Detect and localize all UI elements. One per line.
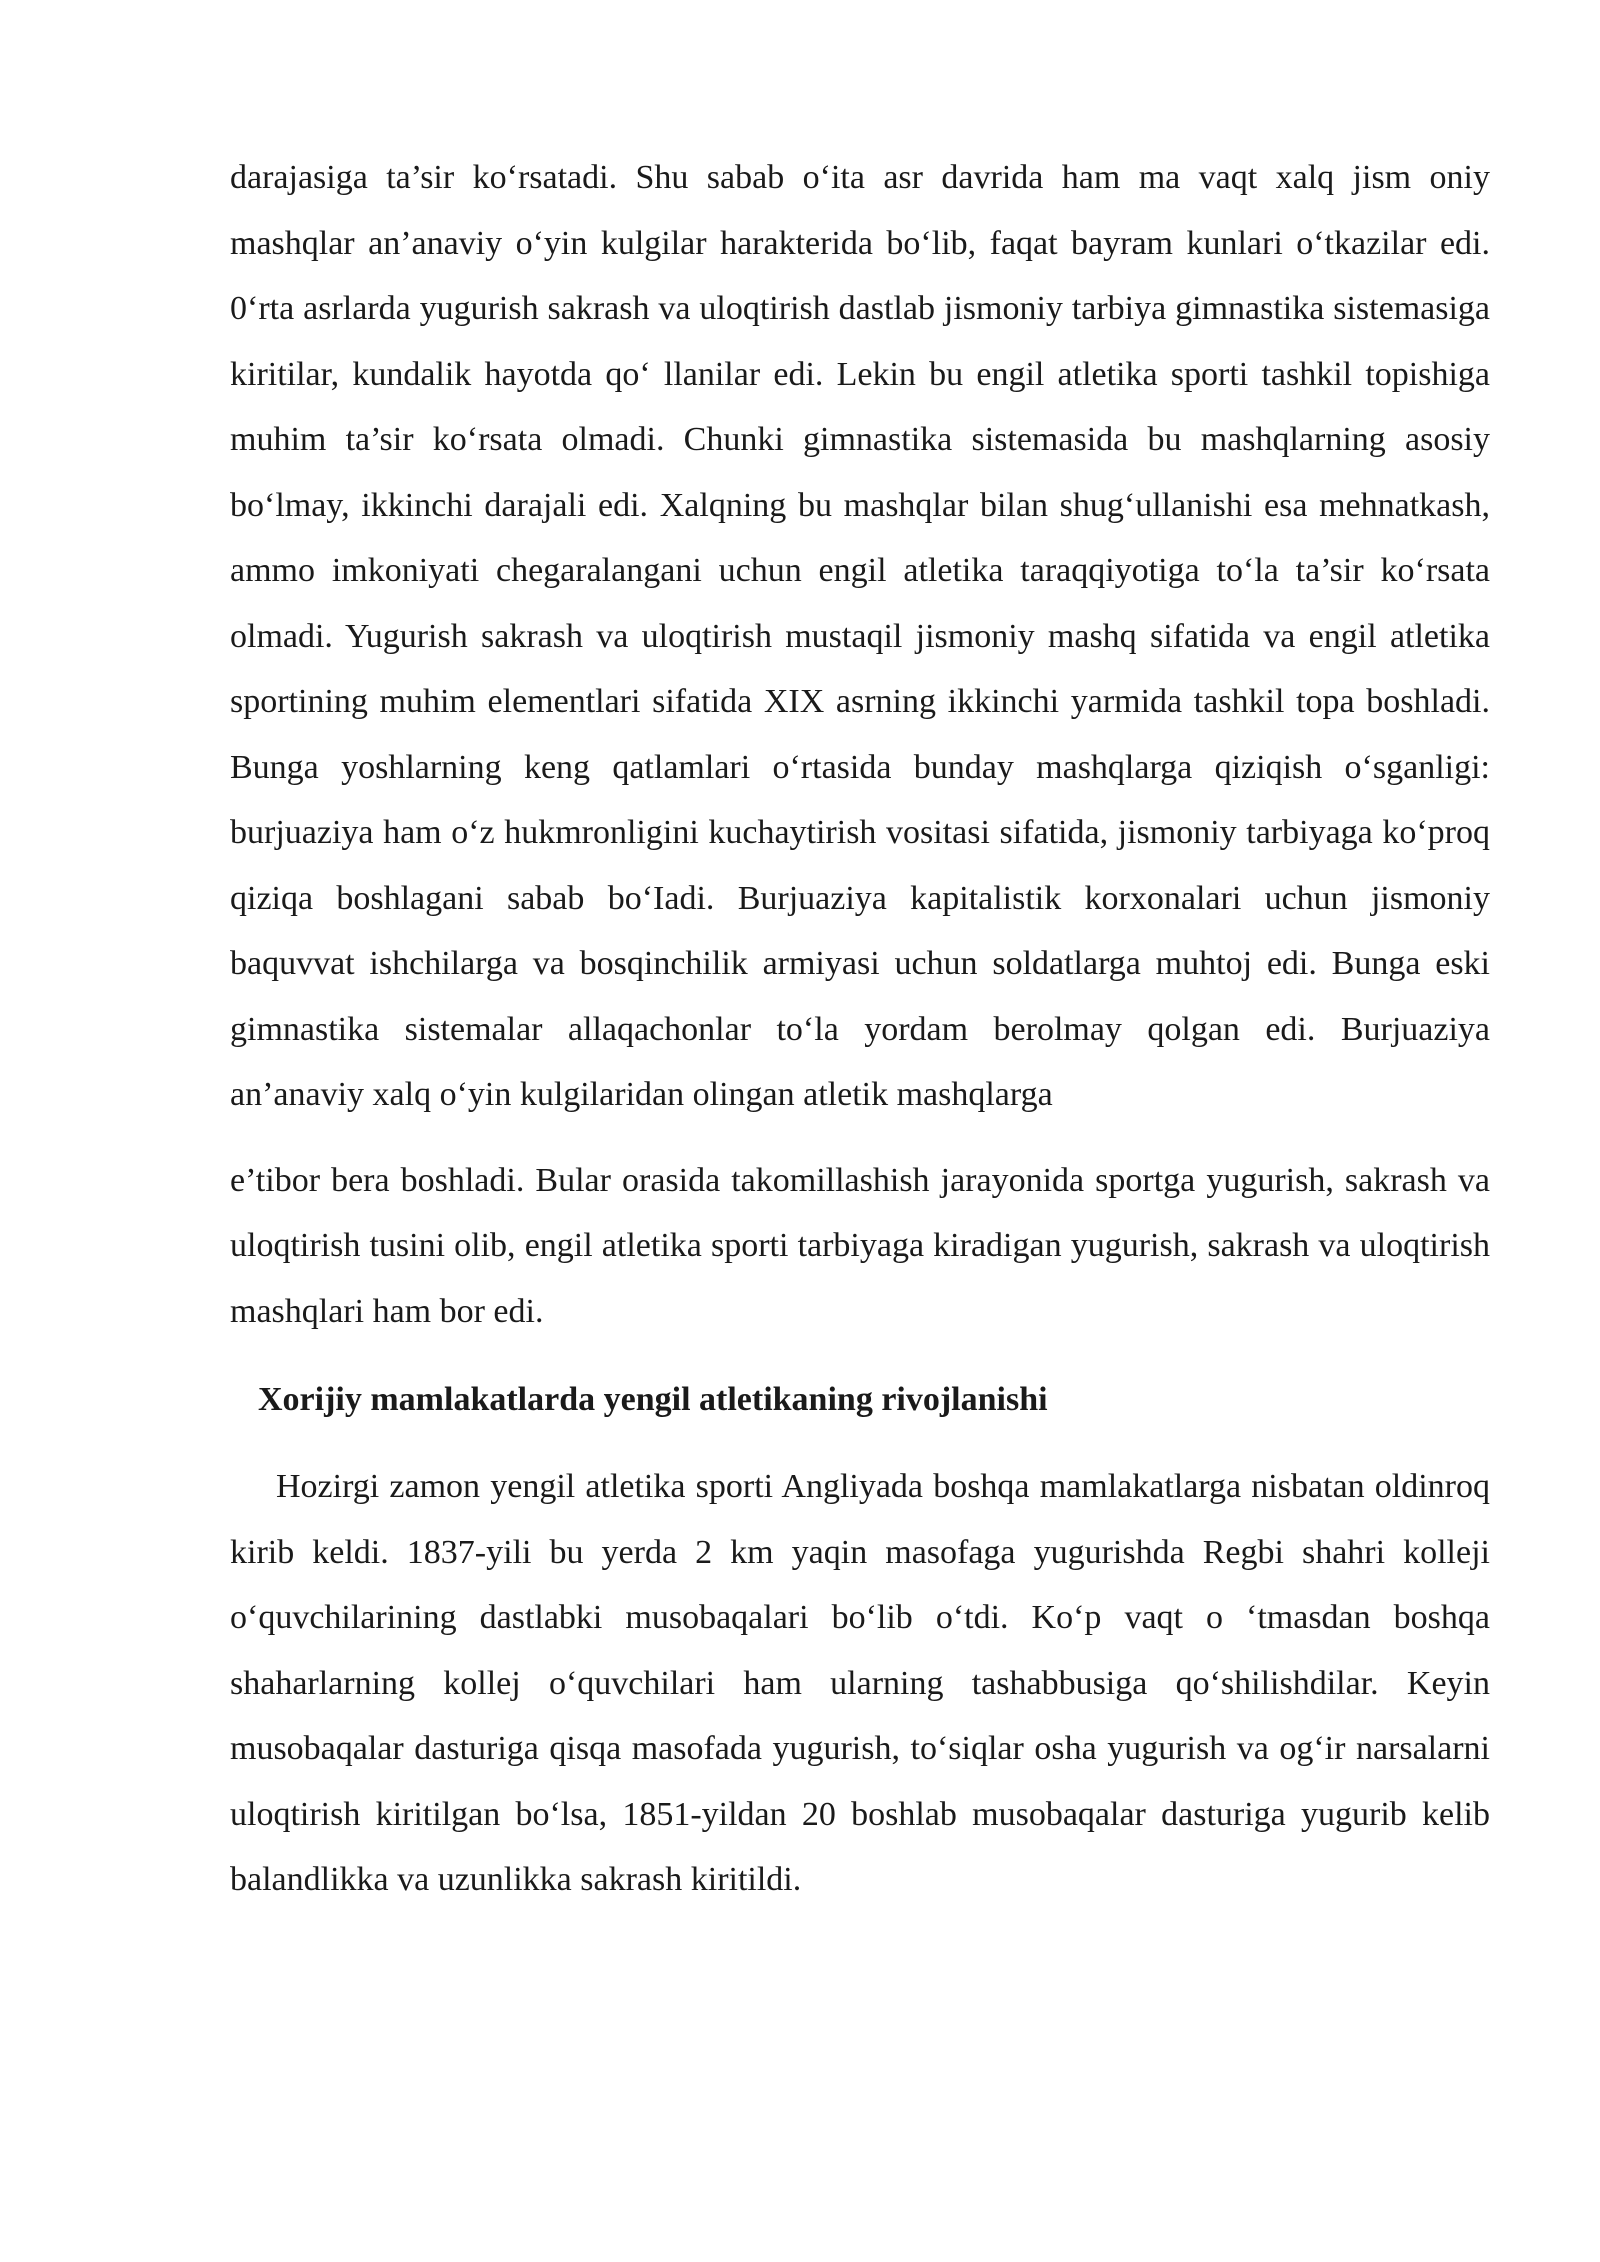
document-body [230, 145, 1490, 1913]
paragraph-attention-to-athletics: e’tibor bera boshladi. Bular orasida takomillashish jarayonida sportga yugurish, sakrash va uloqtirish tusini olib, engil atletika sporti tarbiyaga kiradigan yugurish, sakrash va uloqtirish mashqlari ham bor edi. [230, 1161, 1490, 1330]
section-heading: Xorijiy mamlakatlarda yengil atletikaning rivojlanishi [258, 1381, 1048, 1418]
paragraph-england-origins: Hozirgi zamon yengil atletika sporti Angliyada boshqa mamlakatlarga nisbatan oldinroq kirib keldi. 1837-yili bu yerda 2 km yaqin masofaga yugurishda Regbi shahri kolleji o‘quvchilarining dastlabki musobaqalari bo‘lib o‘tdi. Ko‘p vaqt o ‘tmasdan boshqa shaharlarning kollej o‘quvchilari ham ularning tashabbusiga qo‘shilishdilar. Keyin musobaqalar dasturiga qisqa masofada yugurish, to‘siqlar osha yugurish va og‘ir narsalarni uloqtirish kiritilgan bo‘lsa, 1851-yildan 20 boshlab musobaqalar dasturiga yugurib kelib balandlikka va uzunlikka sakrash kiritildi. [230, 1468, 1490, 1898]
paragraph-history-continued: darajasiga ta’sir ko‘rsatadi. Shu sabab o‘ita asr davrida ham ma vaqt xalq jism oniy mashqlar an’anaviy o‘yin kulgilar harakterida bo‘lib, faqat bayram kunlari o‘tkazilar edi. 0‘rta asrlarda yugurish sakrash va uloqtirish dastlab jismoniy tarbiya gimnastika sistemasiga kiritilar, kundalik hayotda qo‘ llanilar edi. Lekin bu engil atletika sporti tashkil topishiga muhim ta’sir ko‘rsata olmadi. Chunki gimnastika sistemasida bu mashqlarning asosiy bo‘lmay, ikkinchi darajali edi. Xalqning bu mashqlar bilan shug‘ullanishi esa mehnatkash, ammo imkoniyati chegaralangani uchun engil atletika taraqqiyotiga to‘la ta’sir ko‘rsata olmadi. Yugurish sakrash va uloqtirish mustaqil jismoniy mashq sifatida va engil atletika sportining muhim elementlari sifatida XIX asrning ikkinchi yarmida tashkil topa boshladi. Bunga yoshlarning keng qatlamlari o‘rtasida bunday mashqlarga qiziqish o‘sganligi: burjuaziya ham o‘z hukmronligini kuchaytirish vositasi sifatida, jismoniy tarbiyaga ko‘proq qiziqa boshlagani sabab bo‘Iadi. Burjuaziya kapitalistik korxonalari uchun jismoniy baquvvat ishchilarga va bosqinchilik armiyasi uchun soldatlarga muhtoj edi. Bunga eski gimnastika sistemalar allaqachonlar to‘la yordam berolmay qolgan edi. Burjuaziya an’anaviy xalq o‘yin kulgilaridan olingan atletik mashqlarga [230, 159, 1490, 1113]
